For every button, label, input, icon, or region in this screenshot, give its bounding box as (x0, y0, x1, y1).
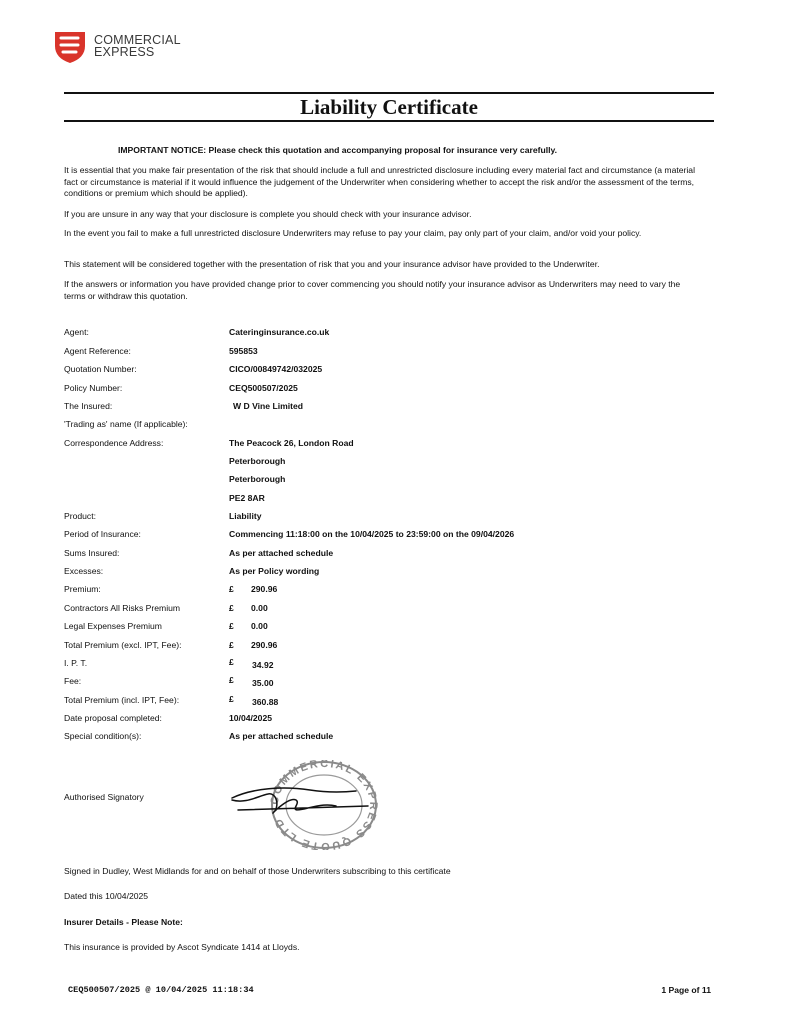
total-excl-currency: £ (229, 640, 234, 650)
brand-line-1: COMMERCIAL (94, 33, 181, 47)
address-line-1: The Peacock 26, London Road (229, 438, 354, 448)
special-conditions-value: As per attached schedule (229, 731, 334, 741)
fee-label: Fee: (64, 676, 82, 686)
special-conditions-label: Special condition(s): (64, 731, 142, 741)
trading-as-label: 'Trading as' name (If applicable): (64, 419, 188, 429)
policy-number-label: Policy Number: (64, 383, 123, 393)
insurer-details-heading: Insurer Details - Please Note: (64, 917, 183, 927)
total-incl-amount: 360.88 (252, 697, 279, 707)
period-value: Commencing 11:18:00 on the 10/04/2025 to 23:59:00 on the 09/04/2026 (229, 529, 515, 539)
insured-label: The Insured: (64, 401, 113, 411)
paragraph-statement: This statement will be considered together with the presentation of risk that you and your insurance advisor have provided to the Underwriter. (64, 259, 600, 269)
signed-in-statement: Signed in Dudley, West Midlands for and on behalf of those Underwriters subscribing to this certificate (64, 866, 451, 876)
contractors-premium-label: Contractors All Risks Premium (64, 603, 181, 613)
agent-value: Cateringinsurance.co.uk (229, 327, 330, 337)
address-line-3: Peterborough (229, 474, 286, 484)
policy-number-value: CEQ500507/2025 (229, 383, 298, 393)
legal-expenses-label: Legal Expenses Premium (64, 621, 162, 631)
signature-stamp-image (228, 760, 383, 855)
agent-label: Agent: (64, 327, 89, 337)
paragraph-changes: If the answers or information you have provided change prior to cover commencing you should notify your insurance advisor as Underwriters may need to vary the terms or withdraw this quotation. (64, 279, 681, 301)
footer-page-number: 1 Page of 11 (661, 985, 711, 995)
premium-amount: 290.96 (251, 584, 278, 594)
legal-expenses-currency: £ (229, 621, 234, 631)
total-incl-label: Total Premium (incl. IPT, Fee): (64, 695, 180, 705)
agent-reference-value: 595853 (229, 346, 258, 356)
ipt-label: I. P. T. (64, 658, 88, 668)
quotation-number-value: CICO/00849742/032025 (229, 364, 323, 374)
important-notice: IMPORTANT NOTICE: Please check this quotation and accompanying proposal for insurance very carefully. (118, 145, 558, 155)
period-label: Period of Insurance: (64, 529, 141, 539)
agent-reference-label: Agent Reference: (64, 346, 131, 356)
fee-amount: 35.00 (252, 678, 274, 688)
page-title: Liability Certificate (300, 95, 478, 119)
dated-statement: Dated this 10/04/2025 (64, 891, 149, 901)
product-label: Product: (64, 511, 97, 521)
contractors-premium-amount: 0.00 (251, 603, 268, 613)
stamp-text: COMMERCIAL EXPRESS QUOTE LTD (268, 760, 380, 850)
date-proposal-label: Date proposal completed: (64, 713, 162, 723)
paragraph-fair-presentation: It is essential that you make fair presentation of the risk that should include a full and unrestricted disclosure including every material fact and circumstance (a material fact or circumstance is material if it would influence the judgement of the Underwriter when considering whether to accept the risk and/or the assessment of the terms, conditions or premium which should be applied). (64, 165, 695, 198)
date-proposal-value: 10/04/2025 (229, 713, 273, 723)
excesses-value: As per Policy wording (229, 566, 320, 576)
ipt-currency: £ (229, 657, 234, 667)
commercial-express-logo-icon (52, 28, 88, 64)
authorised-signatory-label: Authorised Signatory (64, 792, 144, 802)
sums-insured-value: As per attached schedule (229, 548, 334, 558)
address-postcode: PE2 8AR (229, 493, 265, 503)
address-line-2: Peterborough (229, 456, 286, 466)
excesses-label: Excesses: (64, 566, 104, 576)
total-excl-amount: 290.96 (251, 640, 278, 650)
ipt-amount: 34.92 (252, 660, 274, 670)
sums-insured-label: Sums Insured: (64, 548, 120, 558)
total-incl-currency: £ (229, 694, 234, 704)
footer-reference: CEQ500507/2025 @ 10/04/2025 11:18:34 (68, 985, 254, 995)
address-label: Correspondence Address: (64, 438, 164, 448)
title-band (64, 92, 714, 122)
premium-currency: £ (229, 584, 234, 594)
paragraph-failure: In the event you fail to make a full unrestricted disclosure Underwriters may refuse to pay your claim, pay only part of your claim, and/or void your policy. (64, 228, 642, 238)
fee-currency: £ (229, 675, 234, 685)
total-excl-label: Total Premium (excl. IPT, Fee): (64, 640, 182, 650)
premium-label: Premium: (64, 584, 101, 594)
product-value: Liability (229, 511, 262, 521)
insured-value: W D Vine Limited (233, 401, 304, 411)
brand-line-2: EXPRESS (94, 45, 155, 59)
quotation-number-label: Quotation Number: (64, 364, 137, 374)
paragraph-unsure: If you are unsure in any way that your disclosure is complete you should check with your insurance advisor. (64, 209, 472, 219)
legal-expenses-amount: 0.00 (251, 621, 268, 631)
contractors-premium-currency: £ (229, 603, 234, 613)
insurer-details-text: This insurance is provided by Ascot Syndicate 1414 at Lloyds. (64, 942, 300, 952)
company-logo (52, 28, 181, 64)
